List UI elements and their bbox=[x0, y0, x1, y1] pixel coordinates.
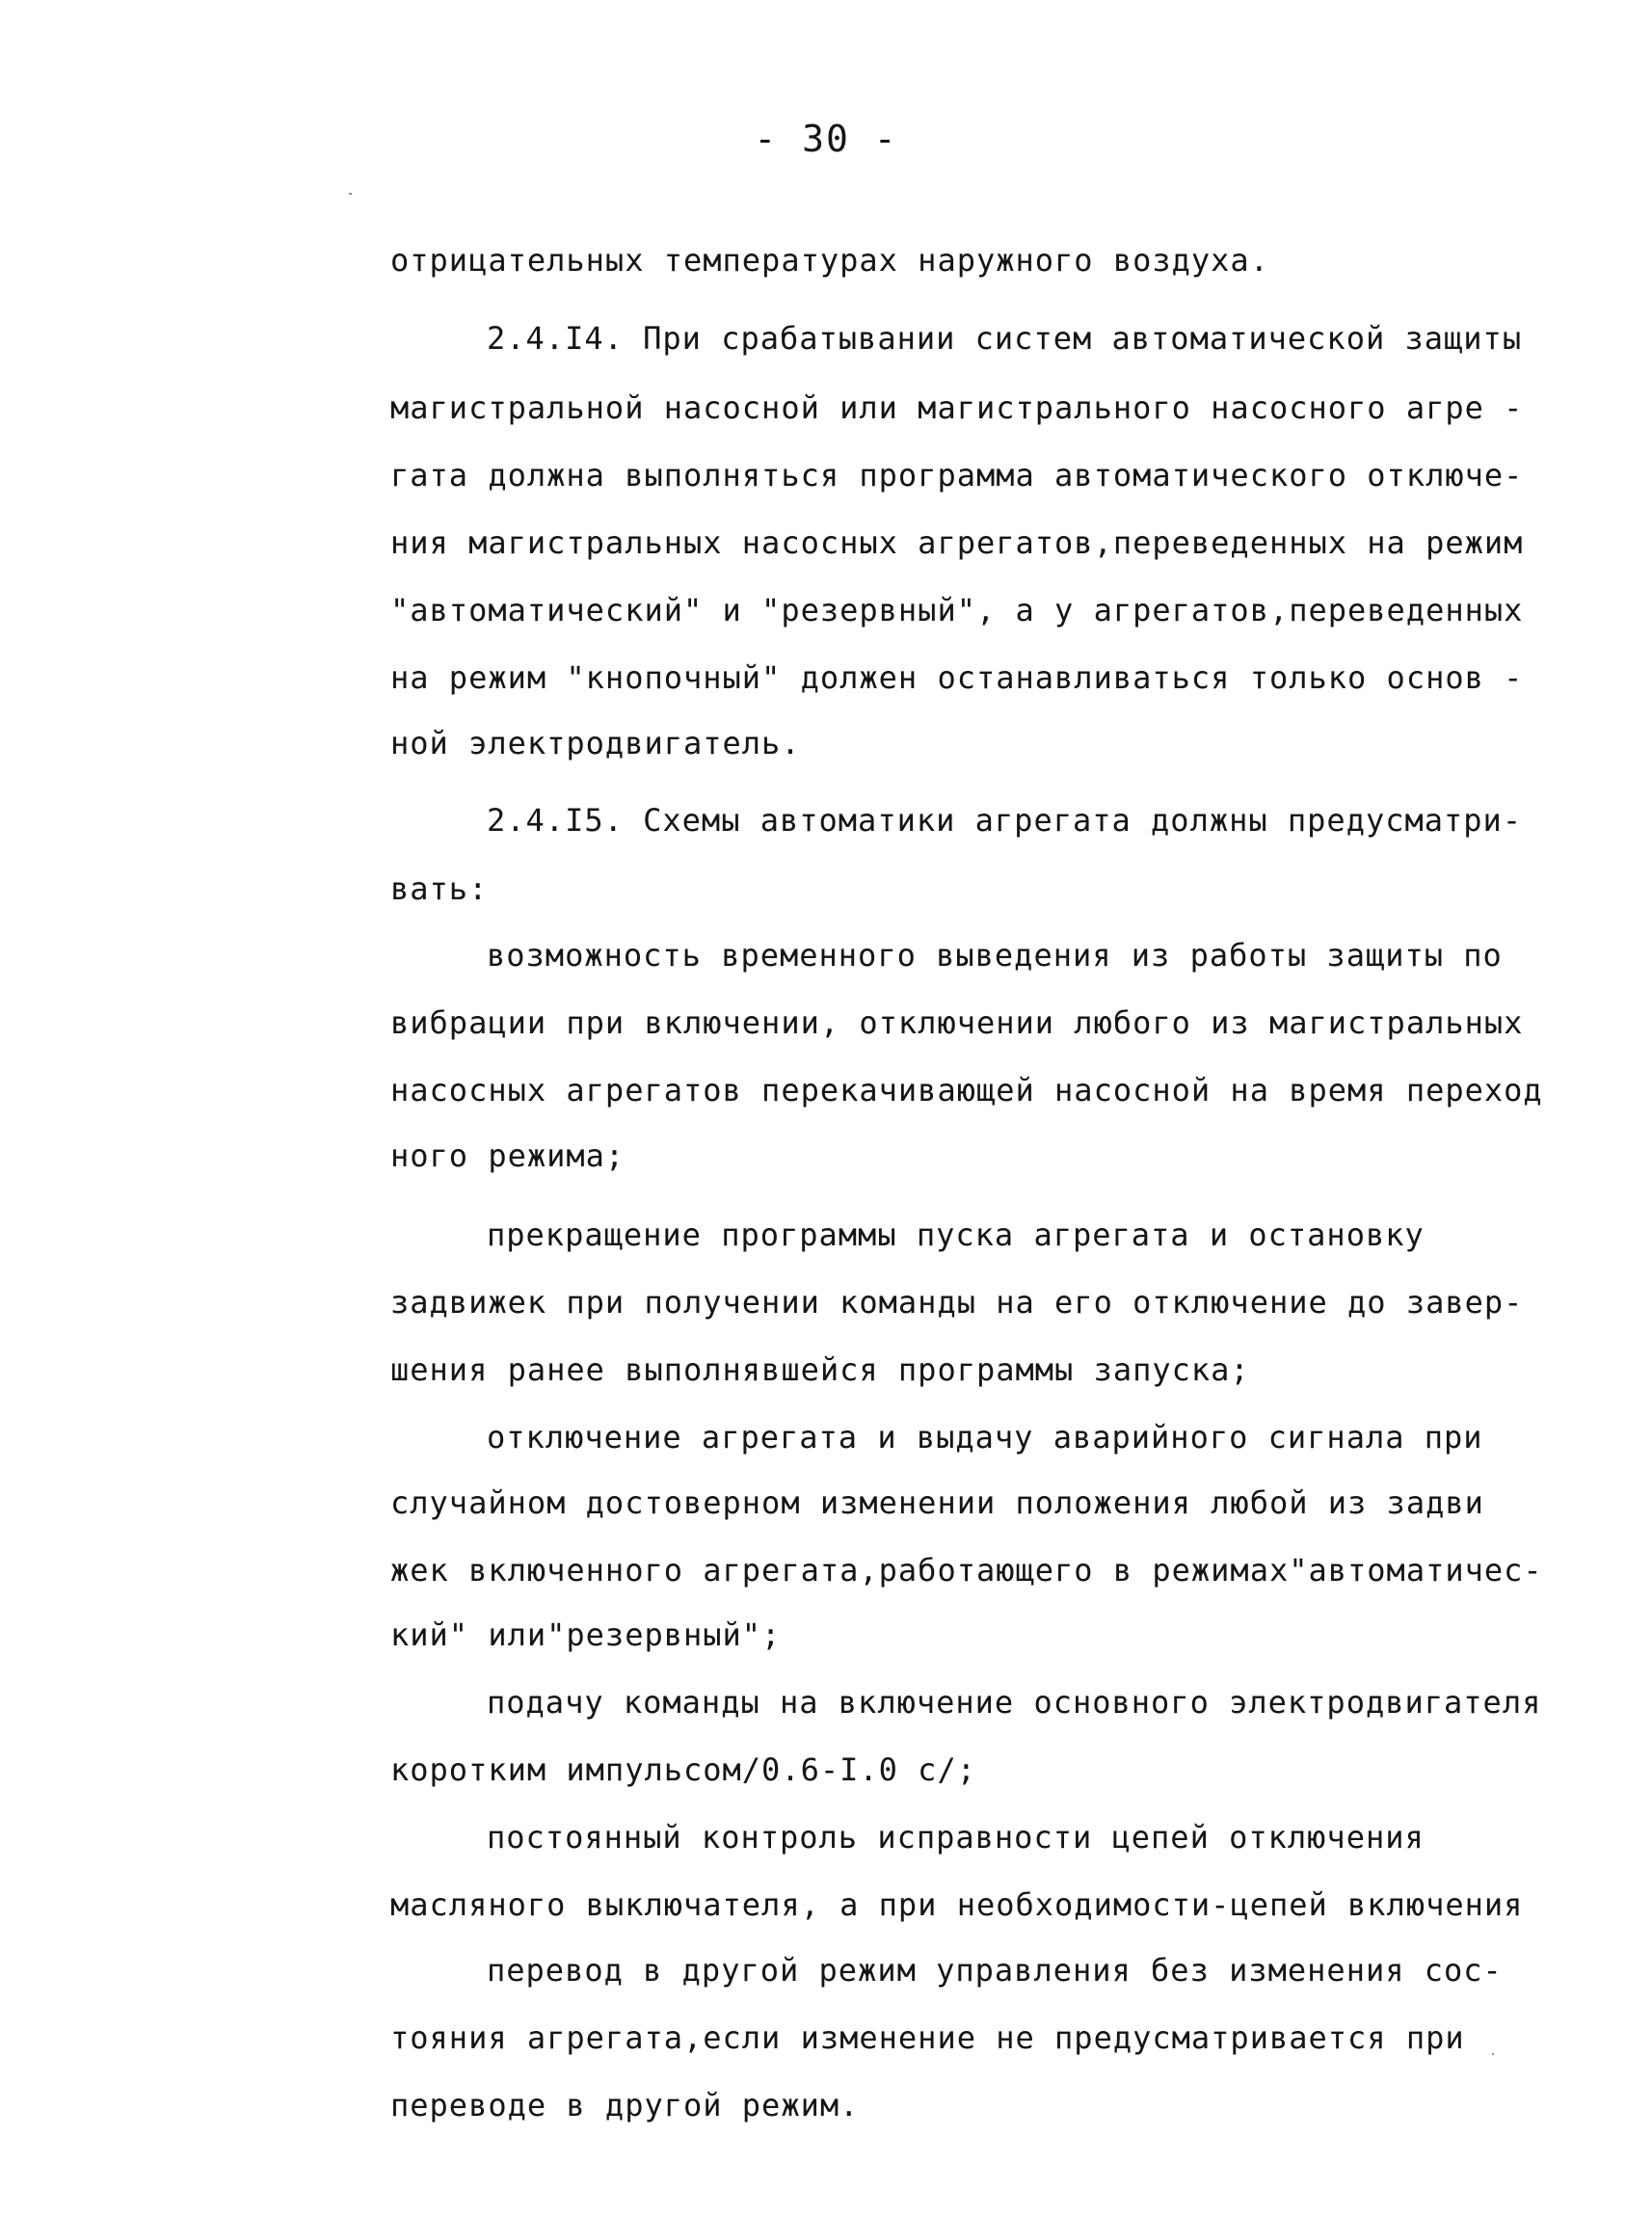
scan-speck bbox=[1492, 2053, 1494, 2055]
text-line-24: постоянный контроль исправности цепей отключения bbox=[487, 1819, 1425, 1856]
text-line-5: ния магистральных насосных агрегатов,переведенных на режим bbox=[390, 524, 1524, 561]
text-line-15: прекращение программы пуска агрегата и остановку bbox=[487, 1216, 1425, 1253]
scan-speck bbox=[349, 193, 352, 195]
text-line-10: вать: bbox=[390, 870, 489, 907]
text-line-14: ного режима; bbox=[390, 1137, 626, 1174]
text-line-20: жек включенного агрегата,работающего в режимах"автоматичес- bbox=[390, 1552, 1543, 1589]
text-line-6: "автоматический" и "резервный", а у агрегатов,переведенных bbox=[390, 592, 1524, 628]
text-line-3: магистральной насосной или магистрального насосного агре - bbox=[390, 389, 1524, 426]
text-line-11: возможность временного выведения из работы защиты по bbox=[487, 937, 1503, 974]
text-line-19: случайном достоверном изменении положения любой из задви bbox=[390, 1484, 1484, 1521]
page-number: - 30 - bbox=[754, 118, 898, 160]
text-line-13: насосных агрегатов перекачивающей насосной на время переход bbox=[390, 1072, 1543, 1108]
text-line-12: вибрации при включении, отключении любого из магистральных bbox=[390, 1004, 1524, 1041]
text-line-27: тояния агрегата,если изменение не предусматривается при bbox=[390, 2019, 1465, 2056]
text-line-28: переводе в другой режим. bbox=[390, 2087, 860, 2124]
text-line-23: коротким импульсом/0.6-I.0 с/; bbox=[390, 1751, 976, 1788]
text-line-4: гата должна выполняться программа автоматического отключе- bbox=[390, 457, 1524, 494]
text-line-21: кий" или"резервный"; bbox=[390, 1616, 782, 1653]
text-line-1: отрицательных температурах наружного воздуха. bbox=[390, 242, 1269, 279]
text-line-8: ной электродвигатель. bbox=[390, 725, 801, 761]
text-line-9: 2.4.I5. Схемы автоматики агрегата должны предусматри- bbox=[487, 802, 1523, 839]
text-line-18: отключение агрегата и выдачу аварийного сигнала при bbox=[487, 1419, 1483, 1456]
text-line-2: 2.4.I4. При срабатывании систем автоматической защиты bbox=[487, 320, 1523, 357]
text-line-25: масляного выключателя, а при необходимости-цепей включения bbox=[390, 1886, 1524, 1923]
text-line-17: шения ранее выполнявшейся программы запуска; bbox=[390, 1351, 1250, 1388]
text-line-16: задвижек при получении команды на его отключение до завер- bbox=[390, 1284, 1524, 1321]
text-line-26: перевод в другой режим управления без изменения сос- bbox=[487, 1952, 1503, 1989]
text-line-22: подачу команды на включение основного электродвигателя bbox=[487, 1684, 1542, 1721]
text-line-7: на режим "кнопочный" должен останавливаться только основ - bbox=[390, 659, 1524, 696]
